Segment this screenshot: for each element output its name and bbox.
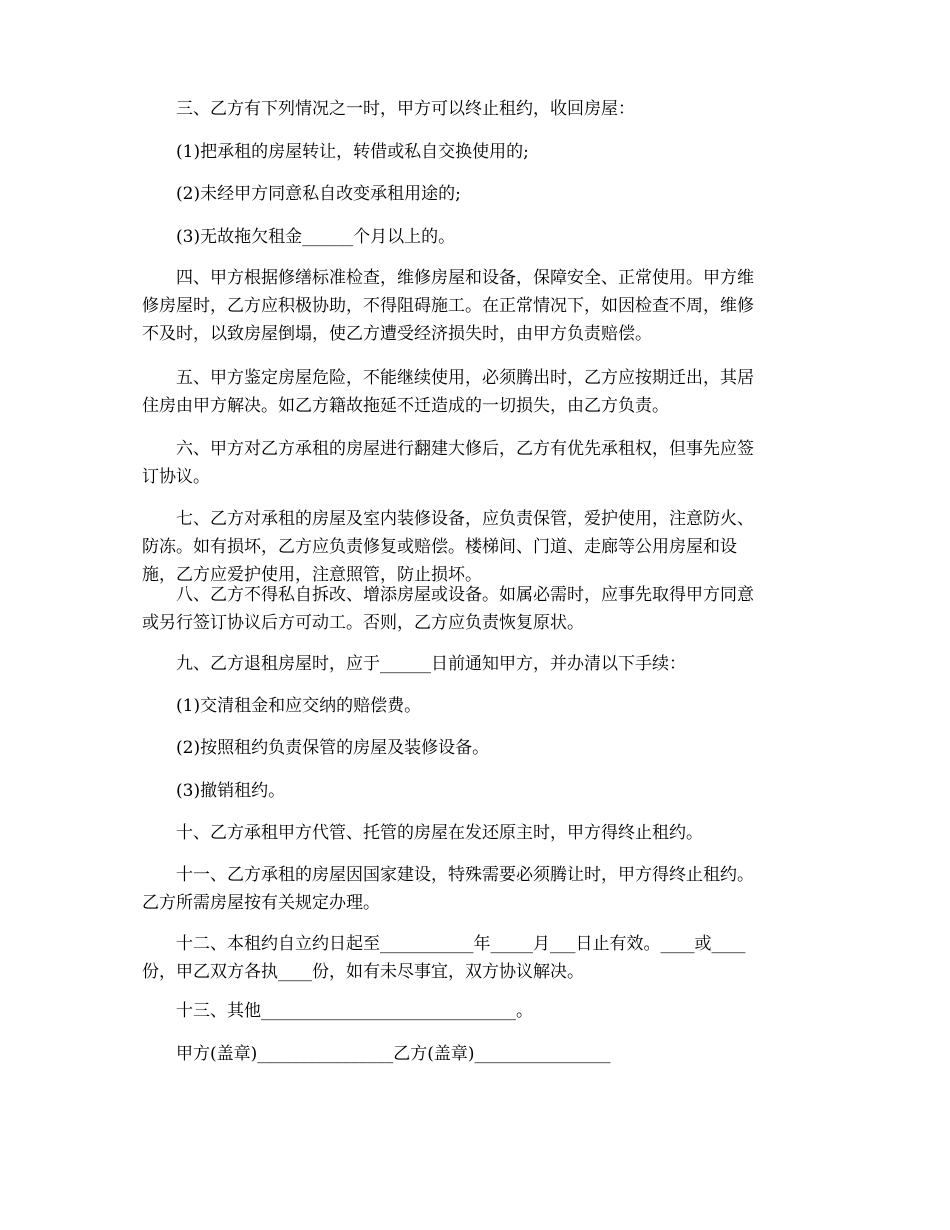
clause-10: [142, 819, 812, 847]
signature-line: [142, 1040, 812, 1068]
clause-9-item-1: [142, 692, 812, 720]
clause-7-line-1: 七、乙方对承租的房屋及室内装修设备，应负责保管，爱护使用，注意防火、: [176, 509, 754, 529]
clause-12: [142, 930, 812, 986]
clause-12-line-2: 份，甲乙双方各执____份，如有未尽事宜，双方协议解决。: [142, 962, 584, 982]
clause-4-line-1: 四、甲方根据修缮标准检查，维修房屋和设备，保障安全、正常使用。甲方维: [176, 268, 754, 288]
clause-8-line-1: 八、乙方不得私自拆改、增添房屋或设备。如属必需时，应事先取得甲方同意: [176, 585, 754, 605]
clause-3-item-1: [142, 138, 812, 166]
clause-11-line-2: 乙方所需房屋按有关规定办理。: [142, 893, 380, 913]
clause-11: [142, 861, 812, 917]
clause-3-item-3: [142, 223, 812, 251]
clause-5: [142, 364, 812, 420]
clause-7-line-3: 施，乙方应爱护使用，注意照管，防止损坏。: [142, 565, 482, 585]
clause-9-item-3: [142, 777, 812, 805]
clause-3-item-2-text: (2)未经甲方同意私自改变承租用途的;: [176, 184, 461, 204]
clause-8-line-2: 或另行签订协议后方可动工。否则，乙方应负责恢复原状。: [142, 613, 584, 633]
clause-9: [142, 650, 812, 678]
clause-5-line-1: 五、甲方鉴定房屋危险，不能继续使用，必须腾出时，乙方应按期迁出，其居: [176, 368, 754, 388]
clause-13-text: 十三、其他______________________________。: [176, 1001, 533, 1021]
clause-4-line-3: 不及时，以致房屋倒塌，使乙方遭受经济损失时，由甲方负责赔偿。: [142, 324, 652, 344]
clause-12-line-1: 十二、本租约自立约日起至___________年_____月___日止有效。____或____: [176, 934, 746, 954]
clause-5-line-2: 住房由甲方解决。如乙方籍故拖延不迁造成的一切损失，由乙方负责。: [142, 396, 669, 416]
clause-3-text: 三、乙方有下列情况之一时，甲方可以终止租约，收回房屋：: [176, 99, 635, 119]
clause-3-item-1-text: (1)把承租的房屋转让，转借或私自交换使用的;: [176, 142, 529, 162]
clause-6: [142, 435, 812, 491]
clause-3-item-3-text: (3)无故拖欠租金______个月以上的。: [176, 227, 456, 247]
clause-11-line-1: 十一、乙方承租的房屋因国家建设，特殊需要必须腾让时，甲方得终止租约。: [176, 865, 754, 885]
clause-9-item-3-text: (3)撤销租约。: [176, 781, 286, 801]
clause-9-text: 九、乙方退租房屋时，应于______日前通知甲方，并办清以下手续：: [176, 654, 686, 674]
clause-4-line-2: 修房屋时，乙方应积极协助，不得阻碍施工。在正常情况下，如因检查不周，维修: [142, 296, 754, 316]
clause-9-item-2-text: (2)按照租约负责保管的房屋及装修设备。: [176, 738, 490, 758]
clause-8: [142, 581, 812, 637]
clause-3: [142, 95, 812, 123]
clause-9-item-1-text: (1)交清租金和应交纳的赔偿费。: [176, 696, 422, 716]
clause-4: [142, 264, 812, 348]
clause-7: [142, 505, 812, 589]
clause-13: [142, 997, 812, 1025]
clause-7-line-2: 防冻。如有损坏，乙方应负责修复或赔偿。楼梯间、门道、走廊等公用房屋和设: [142, 537, 737, 557]
clause-9-item-2: [142, 734, 812, 762]
clause-3-item-2: [142, 180, 812, 208]
signature-text: 甲方(盖章)________________乙方(盖章)________________: [176, 1044, 611, 1064]
clause-10-text: 十、乙方承租甲方代管、托管的房屋在发还原主时，甲方得终止租约。: [176, 823, 703, 843]
clause-6-line-2: 订协议。: [142, 467, 210, 487]
clause-6-line-1: 六、甲方对乙方承租的房屋进行翻建大修后，乙方有优先承租权，但事先应签: [176, 439, 754, 459]
